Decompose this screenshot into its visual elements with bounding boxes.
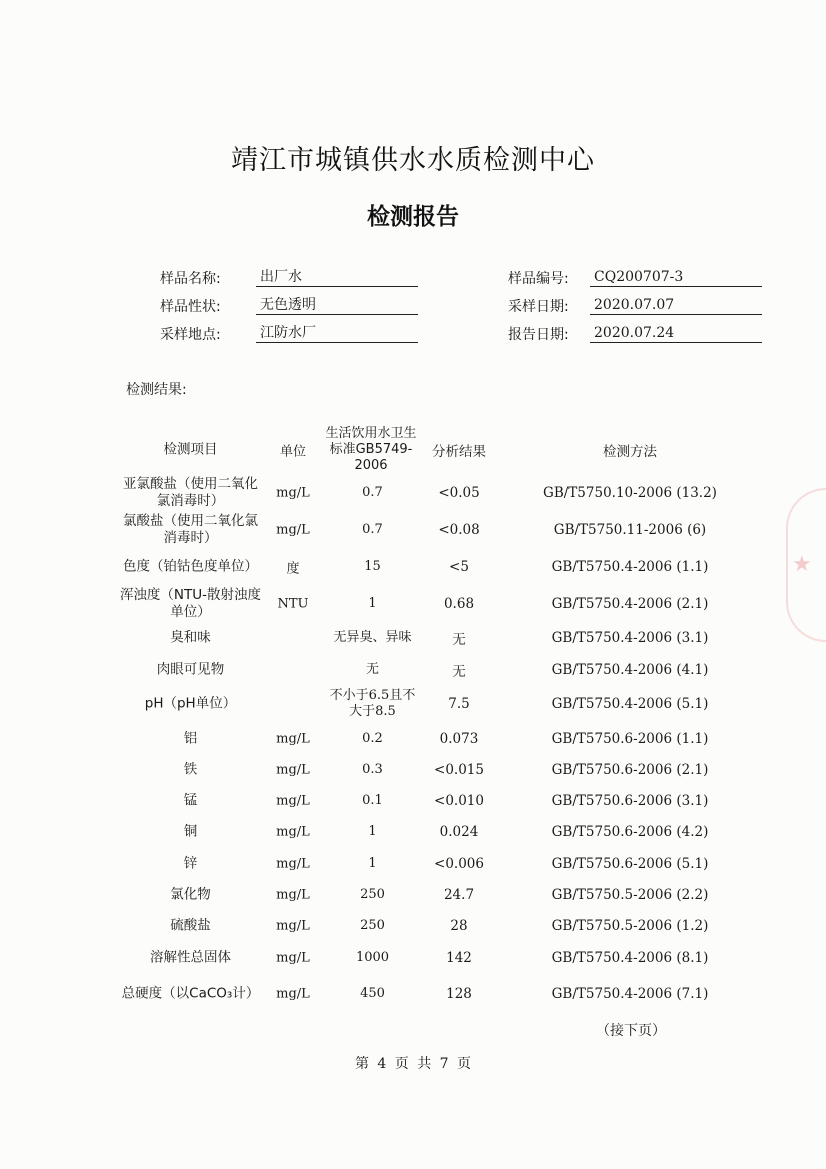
row-item: 氯化物	[170, 886, 211, 903]
row-limit: 无异臭、异味	[333, 630, 412, 645]
row-limit: 1	[368, 824, 377, 839]
row-item: 锰	[183, 792, 198, 809]
row-result: 无	[452, 664, 466, 680]
report-title: 检测报告	[367, 204, 459, 230]
row-limit: 250	[360, 918, 385, 933]
row-limit: 无	[365, 662, 379, 677]
row-method: GB/T5750.4-2006 (1.1)	[551, 559, 709, 575]
row-limit: 1	[368, 856, 377, 871]
row-item: 肉眼可见物	[156, 661, 225, 678]
row-unit: mg/L	[276, 950, 310, 966]
row-limit: 15	[364, 559, 381, 574]
row-result: 0.68	[443, 596, 475, 612]
row-result: <0.006	[434, 856, 484, 872]
row-unit: mg/L	[276, 762, 310, 778]
row-unit: 度	[286, 561, 300, 577]
row-unit: mg/L	[276, 887, 310, 903]
row-method: GB/T5750.5-2006 (1.2)	[551, 918, 709, 934]
row-limit: 1	[368, 596, 377, 611]
sampling-date-value: 2020.07.07	[590, 296, 762, 315]
row-item: pH（pH单位）	[144, 695, 237, 712]
sample-state-value: 无色透明	[256, 296, 418, 315]
row-limit: 250	[360, 887, 385, 902]
header-item: 检测项目	[163, 441, 218, 458]
sample-no-value: CQ200707-3	[590, 268, 762, 287]
row-item: 锌	[183, 855, 198, 872]
row-item: 氯酸盐（使用二氧化氯消毒时）	[123, 513, 258, 546]
sample-no-label: 样品编号:	[508, 271, 569, 287]
row-limit: 不小于6.5且不大于8.5	[329, 688, 416, 719]
row-method: GB/T5750.4-2006 (8.1)	[551, 950, 709, 966]
row-method: GB/T5750.6-2006 (5.1)	[551, 856, 709, 872]
sample-name-label: 样品名称:	[160, 271, 221, 287]
header-method: 检测方法	[603, 444, 657, 460]
row-result: 128	[446, 986, 472, 1002]
row-result: <5	[449, 559, 469, 575]
row-result: 0.073	[439, 731, 479, 747]
organization-title: 靖江市城镇供水水质检测中心	[231, 145, 595, 176]
seal-mark: ★	[792, 552, 812, 577]
row-method: GB/T5750.6-2006 (3.1)	[551, 793, 709, 809]
row-method: GB/T5750.6-2006 (4.2)	[551, 824, 709, 840]
row-result: <0.08	[438, 522, 480, 538]
row-method: GB/T5750.5-2006 (2.2)	[551, 887, 709, 903]
row-unit: mg/L	[276, 793, 310, 809]
row-item: 硫酸盐	[170, 917, 211, 934]
row-limit: 0.3	[362, 762, 383, 777]
row-item: 总硬度（以CaCO₃计）	[121, 985, 260, 1002]
row-method: GB/T5750.11-2006 (6)	[553, 522, 707, 538]
row-result: <0.010	[434, 793, 484, 809]
row-item: 溶解性总固体	[150, 949, 231, 966]
row-method: GB/T5750.4-2006 (3.1)	[551, 630, 709, 646]
continued-note: （接下页）	[596, 1023, 666, 1039]
row-result: 7.5	[448, 696, 470, 712]
row-item: 色度（铂钴色度单位）	[123, 558, 258, 575]
row-result: 28	[450, 918, 468, 934]
header-result: 分析结果	[432, 444, 486, 460]
row-item: 浑浊度（NTU-散射浊度单位）	[119, 587, 262, 620]
row-method: GB/T5750.6-2006 (1.1)	[551, 731, 709, 747]
row-unit: mg/L	[276, 485, 310, 501]
row-method: GB/T5750.4-2006 (7.1)	[551, 986, 709, 1002]
row-result: <0.05	[438, 485, 480, 501]
row-item: 铁	[183, 761, 198, 778]
row-unit: mg/L	[276, 986, 310, 1002]
report-date-label: 报告日期:	[508, 327, 569, 343]
row-result: 24.7	[443, 887, 475, 903]
row-item: 铝	[183, 730, 198, 747]
row-limit: 0.7	[362, 522, 383, 537]
row-item: 臭和味	[170, 629, 211, 646]
row-method: GB/T5750.10-2006 (13.2)	[543, 485, 717, 501]
row-unit: mg/L	[276, 522, 310, 538]
row-limit: 1000	[355, 950, 390, 965]
row-item: 亚氯酸盐（使用二氧化氯消毒时）	[123, 476, 258, 509]
sampling-place-label: 采样地点:	[160, 327, 221, 343]
row-unit: mg/L	[276, 824, 310, 840]
row-result: 142	[446, 950, 472, 966]
row-limit: 0.1	[362, 793, 383, 808]
header-unit: 单位	[279, 444, 306, 460]
results-section-label: 检测结果:	[126, 382, 187, 398]
report-date-value: 2020.07.24	[590, 324, 762, 343]
row-unit: mg/L	[276, 856, 310, 872]
row-limit: 0.2	[362, 731, 383, 746]
row-result: 无	[452, 632, 466, 648]
header-limit: 生活饮用水卫生标准GB5749-2006	[325, 426, 417, 473]
row-result: <0.015	[434, 762, 484, 778]
row-method: GB/T5750.4-2006 (2.1)	[551, 596, 709, 612]
row-result: 0.024	[439, 824, 479, 840]
row-method: GB/T5750.4-2006 (5.1)	[551, 696, 709, 712]
row-unit: mg/L	[276, 918, 310, 934]
row-item: 铜	[183, 823, 198, 840]
row-method: GB/T5750.4-2006 (4.1)	[551, 662, 709, 678]
sample-state-label: 样品性状:	[160, 299, 221, 315]
row-unit: NTU	[277, 596, 309, 612]
sampling-date-label: 采样日期:	[508, 299, 569, 315]
sampling-place-value: 江防水厂	[256, 324, 418, 343]
row-unit: mg/L	[276, 731, 310, 747]
page-number: 第 4 页 共 7 页	[354, 1056, 472, 1072]
row-limit: 0.7	[362, 485, 383, 500]
row-limit: 450	[360, 986, 385, 1001]
sample-name-value: 出厂水	[256, 268, 418, 287]
row-method: GB/T5750.6-2006 (2.1)	[551, 762, 709, 778]
